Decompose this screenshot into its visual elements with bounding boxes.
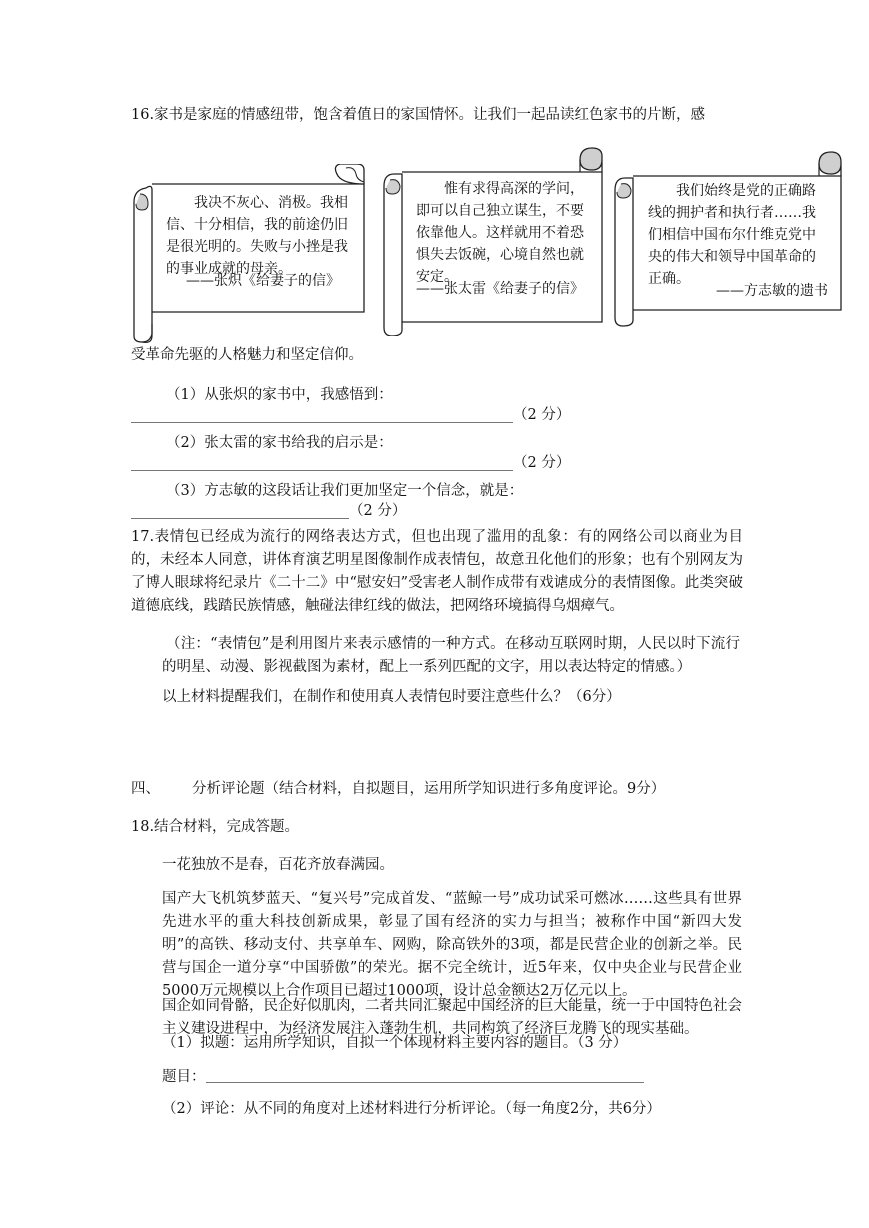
section4-title: 分析评论题（结合材料，自拟题目，运用所学知识进行多角度评论。9分）	[192, 781, 666, 797]
q16-sub3-score: （2 分）	[349, 503, 407, 519]
q16-sub2: （2）张太雷的家书给我的启示是：	[166, 435, 393, 451]
q18-title-label: 题目：	[162, 1069, 206, 1085]
letter-3-signature: ——方志敏的遗书	[716, 283, 828, 299]
letter-2-signature: ——张太雷《给妻子的信》	[416, 281, 584, 297]
q16-intro-continued: 受革命先驱的人格魅力和坚定信仰。	[131, 347, 363, 363]
q16-sub1: （1）从张炽的家书中，我感悟到：	[166, 387, 393, 403]
q18-head: 18.结合材料，完成答题。	[131, 819, 300, 835]
q16-intro: 16.家书是家庭的情感纽带，饱含着值日的家国情怀。让我们一起品读红色家书的片断，感	[131, 107, 706, 123]
q16-sub2-answer-line[interactable]	[131, 470, 513, 471]
q16-sub3: （3）方志敏的这段话让我们更加坚定一个信念，就是：	[166, 483, 524, 499]
letter-3-body: 我们始终是党的正确路线的拥护者和执行者……我们相信中国布尔什维克党中央的伟大和领导中国革命的正确。	[648, 183, 816, 287]
q18-paragraph-2: 国产大飞机筑梦蓝天、“复兴号”完成首发、“蓝鲸一号”成功试采可燃冰……这些具有世界先进水平的重大科技创新成果，彰显了国有经济的实力与担当；被称作中国“新四大发明”的高铁、移动支付、共享单车、网购，除高铁外的3项，都是民营企业的创新之举。民营与国企一道分享“中国骄傲”的荣光。据不完全统计，近5年来，仅中央企业与民营企业5000万元规模以上合作项目已超过1000项，设计总金额达2万亿元以上。	[162, 891, 742, 999]
q18-paragraph-3: 国企如同骨骼，民企好似肌肉，二者共同汇聚起中国经济的巨大能量，统一于中国特色社会主义建设进程中，为经济发展注入蓬勃生机，共同构筑了经济巨龙腾飞的现实基础。	[162, 998, 742, 1037]
q16-sub1-answer-line[interactable]	[131, 422, 513, 423]
q17-text: 17.表情包已经成为流行的网络表达方式，但也出现了滥用的乱象：有的网络公司以商业为目的，未经本人同意，讲体育演艺明星图像制作成表情包，故意丑化他们的形象；也有个别网友为了博人眼球将纪录片《二十二》中“慰安妇”受害老人制作成带有戏谑成分的表情图像。此类突破道德底线，践踏民族情感，触碰法律红线的做法，把网络环境搞得乌烟瘴气。	[131, 529, 743, 614]
letter-1-body: 我决不灰心、消极。我相信、十分相信，我的前途仍旧是很光明的。失败与小挫是我的事业成就的母亲。	[166, 195, 348, 277]
q18-sub1: （1）拟题：运用所学知识，自拟一个体现材料主要内容的题目。（3 分）	[162, 1035, 628, 1051]
section4-number: 四、	[131, 781, 160, 797]
letter-2-body: 惟有求得高深的学问，即可以自己独立谋生，不要依靠他人。这样就用不着恐惧失去饭碗，心境自然也就安定。	[416, 181, 584, 285]
q18-paragraph-1: 一花独放不是春，百花齐放春满园。	[162, 857, 394, 873]
q18-title-answer-line[interactable]	[206, 1082, 644, 1083]
letter-1-signature: ——张炽《给妻子的信》	[186, 273, 340, 289]
q18-sub2: （2）评论：从不同的角度对上述材料进行分析评论。（每一角度2分，共6分）	[162, 1101, 661, 1117]
q17-note: （注：“表情包”是利用图片来表示感情的一种方式。在移动互联网时期，人民以时下流行的明星、动漫、影视截图为素材，配上一系列匹配的文字，用以表达特定的情感。）	[162, 636, 740, 675]
q16-sub1-score: （2 分）	[513, 407, 571, 423]
q17-question: 以上材料提醒我们，在制作和使用真人表情包时要注意些什么？（6分）	[162, 689, 621, 705]
q16-sub3-answer-line[interactable]	[131, 518, 349, 519]
q16-sub2-score: （2 分）	[513, 455, 571, 471]
